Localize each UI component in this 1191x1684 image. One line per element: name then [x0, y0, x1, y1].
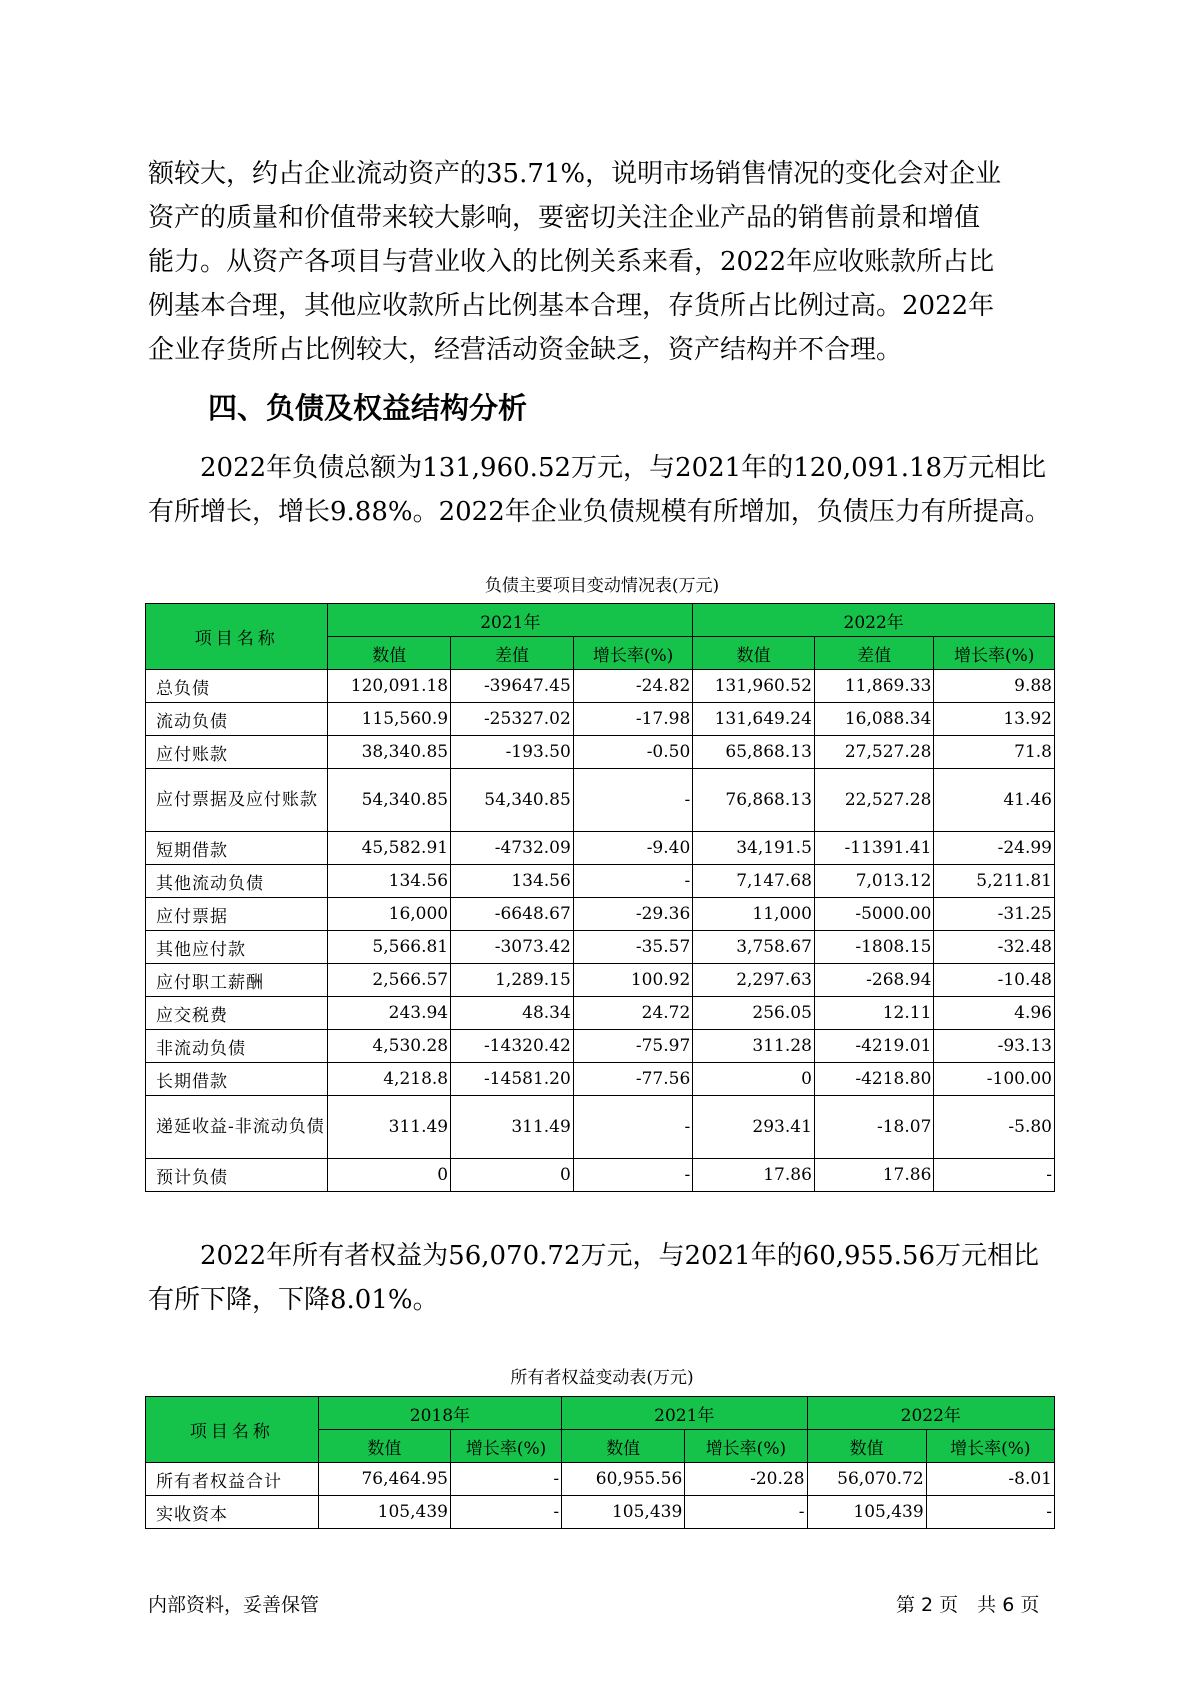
table-cell: 16,088.34: [814, 703, 933, 736]
table-cell: -77.56: [573, 1063, 693, 1096]
table-cell: 131,649.24: [693, 703, 815, 736]
table-cell: -4218.80: [814, 1063, 933, 1096]
paragraph-line: 2022年负债总额为131,960.52万元，与2021年的120,091.18万元相比: [148, 453, 1047, 483]
table-cell: -: [573, 1096, 693, 1159]
table-cell: 105,439: [318, 1496, 450, 1529]
column-header-growth: 增长率(%): [926, 1430, 1054, 1463]
column-header-growth: 增长率(%): [450, 1430, 561, 1463]
table-cell: 115,560.9: [328, 703, 451, 736]
paragraph-line: 企业存货所占比例较大，经营活动资金缺乏，资产结构并不合理。: [148, 335, 903, 365]
column-header-name: 项目名称: [146, 1397, 319, 1463]
table-cell: 2,566.57: [328, 964, 451, 997]
liability-table: [145, 603, 1055, 1192]
table-cell: -75.97: [573, 1030, 693, 1063]
column-header-value: 数值: [318, 1430, 450, 1463]
table-cell: -: [685, 1496, 807, 1529]
table-cell: 71.8: [934, 736, 1055, 769]
table-cell: -24.82: [573, 670, 693, 703]
table-cell: 56,070.72: [807, 1463, 926, 1496]
table-cell: 4.96: [934, 997, 1055, 1030]
equity-table: [145, 1396, 1055, 1529]
column-header-growth: 增长率(%): [685, 1430, 807, 1463]
table-cell: 243.94: [328, 997, 451, 1030]
paragraph-line: 资产的质量和价值带来较大影响，要密切关注企业产品的销售前景和增值: [148, 203, 981, 233]
table-cell: -29.36: [573, 898, 693, 931]
table-cell: 48.34: [451, 997, 574, 1030]
table-cell: 38,340.85: [328, 736, 451, 769]
table-row: [146, 769, 1055, 832]
table-cell: 13.92: [934, 703, 1055, 736]
table-cell: -20.28: [685, 1463, 807, 1496]
row-label: 长期借款: [146, 1063, 328, 1096]
row-label: 短期借款: [146, 832, 328, 865]
table-cell: -: [926, 1496, 1054, 1529]
column-header-value: 数值: [807, 1430, 926, 1463]
table-cell: -17.98: [573, 703, 693, 736]
column-header-year: 2021年: [328, 604, 693, 637]
table-cell: -10.48: [934, 964, 1055, 997]
paragraph-line: 有所增长，增长9.88%。2022年企业负债规模有所增加，负债压力有所提高。: [148, 497, 1051, 527]
column-header-name: 项目名称: [146, 604, 328, 670]
table-cell: 134.56: [451, 865, 574, 898]
row-label: 流动负债: [146, 703, 328, 736]
table-cell: 311.28: [693, 1030, 815, 1063]
column-header-growth: 增长率(%): [573, 637, 693, 670]
table-row: [146, 1030, 1055, 1063]
table-cell: 105,439: [807, 1496, 926, 1529]
paragraph-line: 例基本合理，其他应收款所占比例基本合理，存货所占比例过高。2022年: [148, 291, 995, 321]
table-cell: 5,211.81: [934, 865, 1055, 898]
table-cell: -: [573, 865, 693, 898]
table-row: [146, 832, 1055, 865]
table-cell: 120,091.18: [328, 670, 451, 703]
table-cell: 22,527.28: [814, 769, 933, 832]
table-cell: 0: [693, 1063, 815, 1096]
table-row: [146, 865, 1055, 898]
table-row: [146, 670, 1055, 703]
column-header-year: 2018年: [318, 1397, 561, 1430]
row-label: 实收资本: [146, 1496, 319, 1529]
table-cell: 311.49: [328, 1096, 451, 1159]
equity-paragraph: [148, 1234, 1048, 1322]
row-label: 应付职工薪酬: [146, 964, 328, 997]
paragraph-line: 额较大，约占企业流动资产的35.71%，说明市场销售情况的变化会对企业: [148, 159, 1002, 189]
column-header-year: 2022年: [693, 604, 1055, 637]
footer-confidential-note: 内部资料，妥善保管: [148, 1594, 320, 1616]
column-header-growth: 增长率(%): [934, 637, 1055, 670]
table-cell: -18.07: [814, 1096, 933, 1159]
table-row: [146, 997, 1055, 1030]
table-cell: 24.72: [573, 997, 693, 1030]
table-cell: 3,758.67: [693, 931, 815, 964]
table-cell: -39647.45: [451, 670, 574, 703]
table-cell: 41.46: [934, 769, 1055, 832]
row-label: 应交税费: [146, 997, 328, 1030]
table-cell: -: [450, 1496, 561, 1529]
table-cell: 27,527.28: [814, 736, 933, 769]
table-cell: -5000.00: [814, 898, 933, 931]
table-cell: 105,439: [562, 1496, 685, 1529]
table-cell: -9.40: [573, 832, 693, 865]
table-cell: 0: [328, 1159, 451, 1192]
table-cell: -32.48: [934, 931, 1055, 964]
table-cell: -4732.09: [451, 832, 574, 865]
table-cell: -3073.42: [451, 931, 574, 964]
table-cell: -35.57: [573, 931, 693, 964]
table-cell: 17.86: [693, 1159, 815, 1192]
row-label: 总负债: [146, 670, 328, 703]
table-cell: -6648.67: [451, 898, 574, 931]
row-label: 非流动负债: [146, 1030, 328, 1063]
table-cell: -4219.01: [814, 1030, 933, 1063]
column-header-value: 数值: [693, 637, 815, 670]
column-header-year: 2022年: [807, 1397, 1054, 1430]
table-cell: -100.00: [934, 1063, 1055, 1096]
table-cell: 9.88: [934, 670, 1055, 703]
footer-page-number: 第 2 页 共 6 页: [896, 1594, 1040, 1616]
table-row: [146, 898, 1055, 931]
table-cell: -193.50: [451, 736, 574, 769]
table-cell: 293.41: [693, 1096, 815, 1159]
row-label: 所有者权益合计: [146, 1463, 319, 1496]
table-cell: 16,000: [328, 898, 451, 931]
table-cell: -14581.20: [451, 1063, 574, 1096]
table-cell: -24.99: [934, 832, 1055, 865]
paragraph-line: 2022年所有者权益为56,070.72万元，与2021年的60,955.56万元相比: [148, 1241, 1039, 1271]
section-heading: 四、负债及权益结构分析: [208, 391, 528, 425]
table-cell: 76,464.95: [318, 1463, 450, 1496]
liability-paragraph: [148, 446, 1051, 534]
table-header-row: [146, 604, 1055, 637]
table-cell: -268.94: [814, 964, 933, 997]
liability-table-caption: 负债主要项目变动情况表(万元): [484, 576, 720, 596]
row-label: 递延收益-非流动负债: [146, 1096, 328, 1159]
table-cell: 45,582.91: [328, 832, 451, 865]
table-row: [146, 1496, 1055, 1529]
table-cell: 4,530.28: [328, 1030, 451, 1063]
row-label: 应付票据: [146, 898, 328, 931]
row-label: 应付账款: [146, 736, 328, 769]
table-row: [146, 1063, 1055, 1096]
table-cell: -: [573, 769, 693, 832]
column-header-diff: 差值: [814, 637, 933, 670]
column-header-value: 数值: [562, 1430, 685, 1463]
table-row: [146, 964, 1055, 997]
table-row: [146, 703, 1055, 736]
equity-table-caption: 所有者权益变动表(万元): [510, 1368, 694, 1388]
column-header-diff: 差值: [451, 637, 574, 670]
table-cell: 60,955.56: [562, 1463, 685, 1496]
table-cell: -8.01: [926, 1463, 1054, 1496]
paragraph-line: 有所下降，下降8.01%。: [148, 1285, 439, 1315]
intro-paragraph: [148, 152, 1048, 372]
table-cell: 134.56: [328, 865, 451, 898]
table-cell: 7,147.68: [693, 865, 815, 898]
table-cell: 11,869.33: [814, 670, 933, 703]
table-cell: 0: [451, 1159, 574, 1192]
table-row: [146, 1159, 1055, 1192]
row-label: 预计负债: [146, 1159, 328, 1192]
table-cell: 256.05: [693, 997, 815, 1030]
column-header-value: 数值: [328, 637, 451, 670]
row-label: 其他流动负债: [146, 865, 328, 898]
table-cell: 1,289.15: [451, 964, 574, 997]
paragraph-line: 能力。从资产各项目与营业收入的比例关系来看，2022年应收账款所占比: [148, 247, 995, 277]
table-cell: 34,191.5: [693, 832, 815, 865]
table-cell: 131,960.52: [693, 670, 815, 703]
table-cell: 4,218.8: [328, 1063, 451, 1096]
table-cell: 54,340.85: [451, 769, 574, 832]
row-label: 应付票据及应付账款: [146, 769, 328, 832]
table-cell: -1808.15: [814, 931, 933, 964]
table-cell: 54,340.85: [328, 769, 451, 832]
table-cell: -: [934, 1159, 1055, 1192]
table-cell: 2,297.63: [693, 964, 815, 997]
table-cell: 65,868.13: [693, 736, 815, 769]
column-header-year: 2021年: [562, 1397, 807, 1430]
table-cell: -14320.42: [451, 1030, 574, 1063]
table-cell: 17.86: [814, 1159, 933, 1192]
table-header-row: [146, 1397, 1055, 1430]
row-label: 其他应付款: [146, 931, 328, 964]
table-cell: -: [573, 1159, 693, 1192]
liability-table-body: [146, 670, 1055, 1192]
table-row: [146, 1096, 1055, 1159]
table-cell: -25327.02: [451, 703, 574, 736]
table-row: [146, 1463, 1055, 1496]
table-cell: 5,566.81: [328, 931, 451, 964]
equity-table-body: [146, 1463, 1055, 1529]
table-cell: 12.11: [814, 997, 933, 1030]
table-cell: -0.50: [573, 736, 693, 769]
table-cell: -11391.41: [814, 832, 933, 865]
table-cell: -5.80: [934, 1096, 1055, 1159]
table-cell: 100.92: [573, 964, 693, 997]
table-cell: -31.25: [934, 898, 1055, 931]
table-row: [146, 736, 1055, 769]
table-row: [146, 931, 1055, 964]
table-cell: 76,868.13: [693, 769, 815, 832]
table-cell: 311.49: [451, 1096, 574, 1159]
table-cell: 7,013.12: [814, 865, 933, 898]
table-cell: 11,000: [693, 898, 815, 931]
table-cell: -: [450, 1463, 561, 1496]
table-cell: -93.13: [934, 1030, 1055, 1063]
